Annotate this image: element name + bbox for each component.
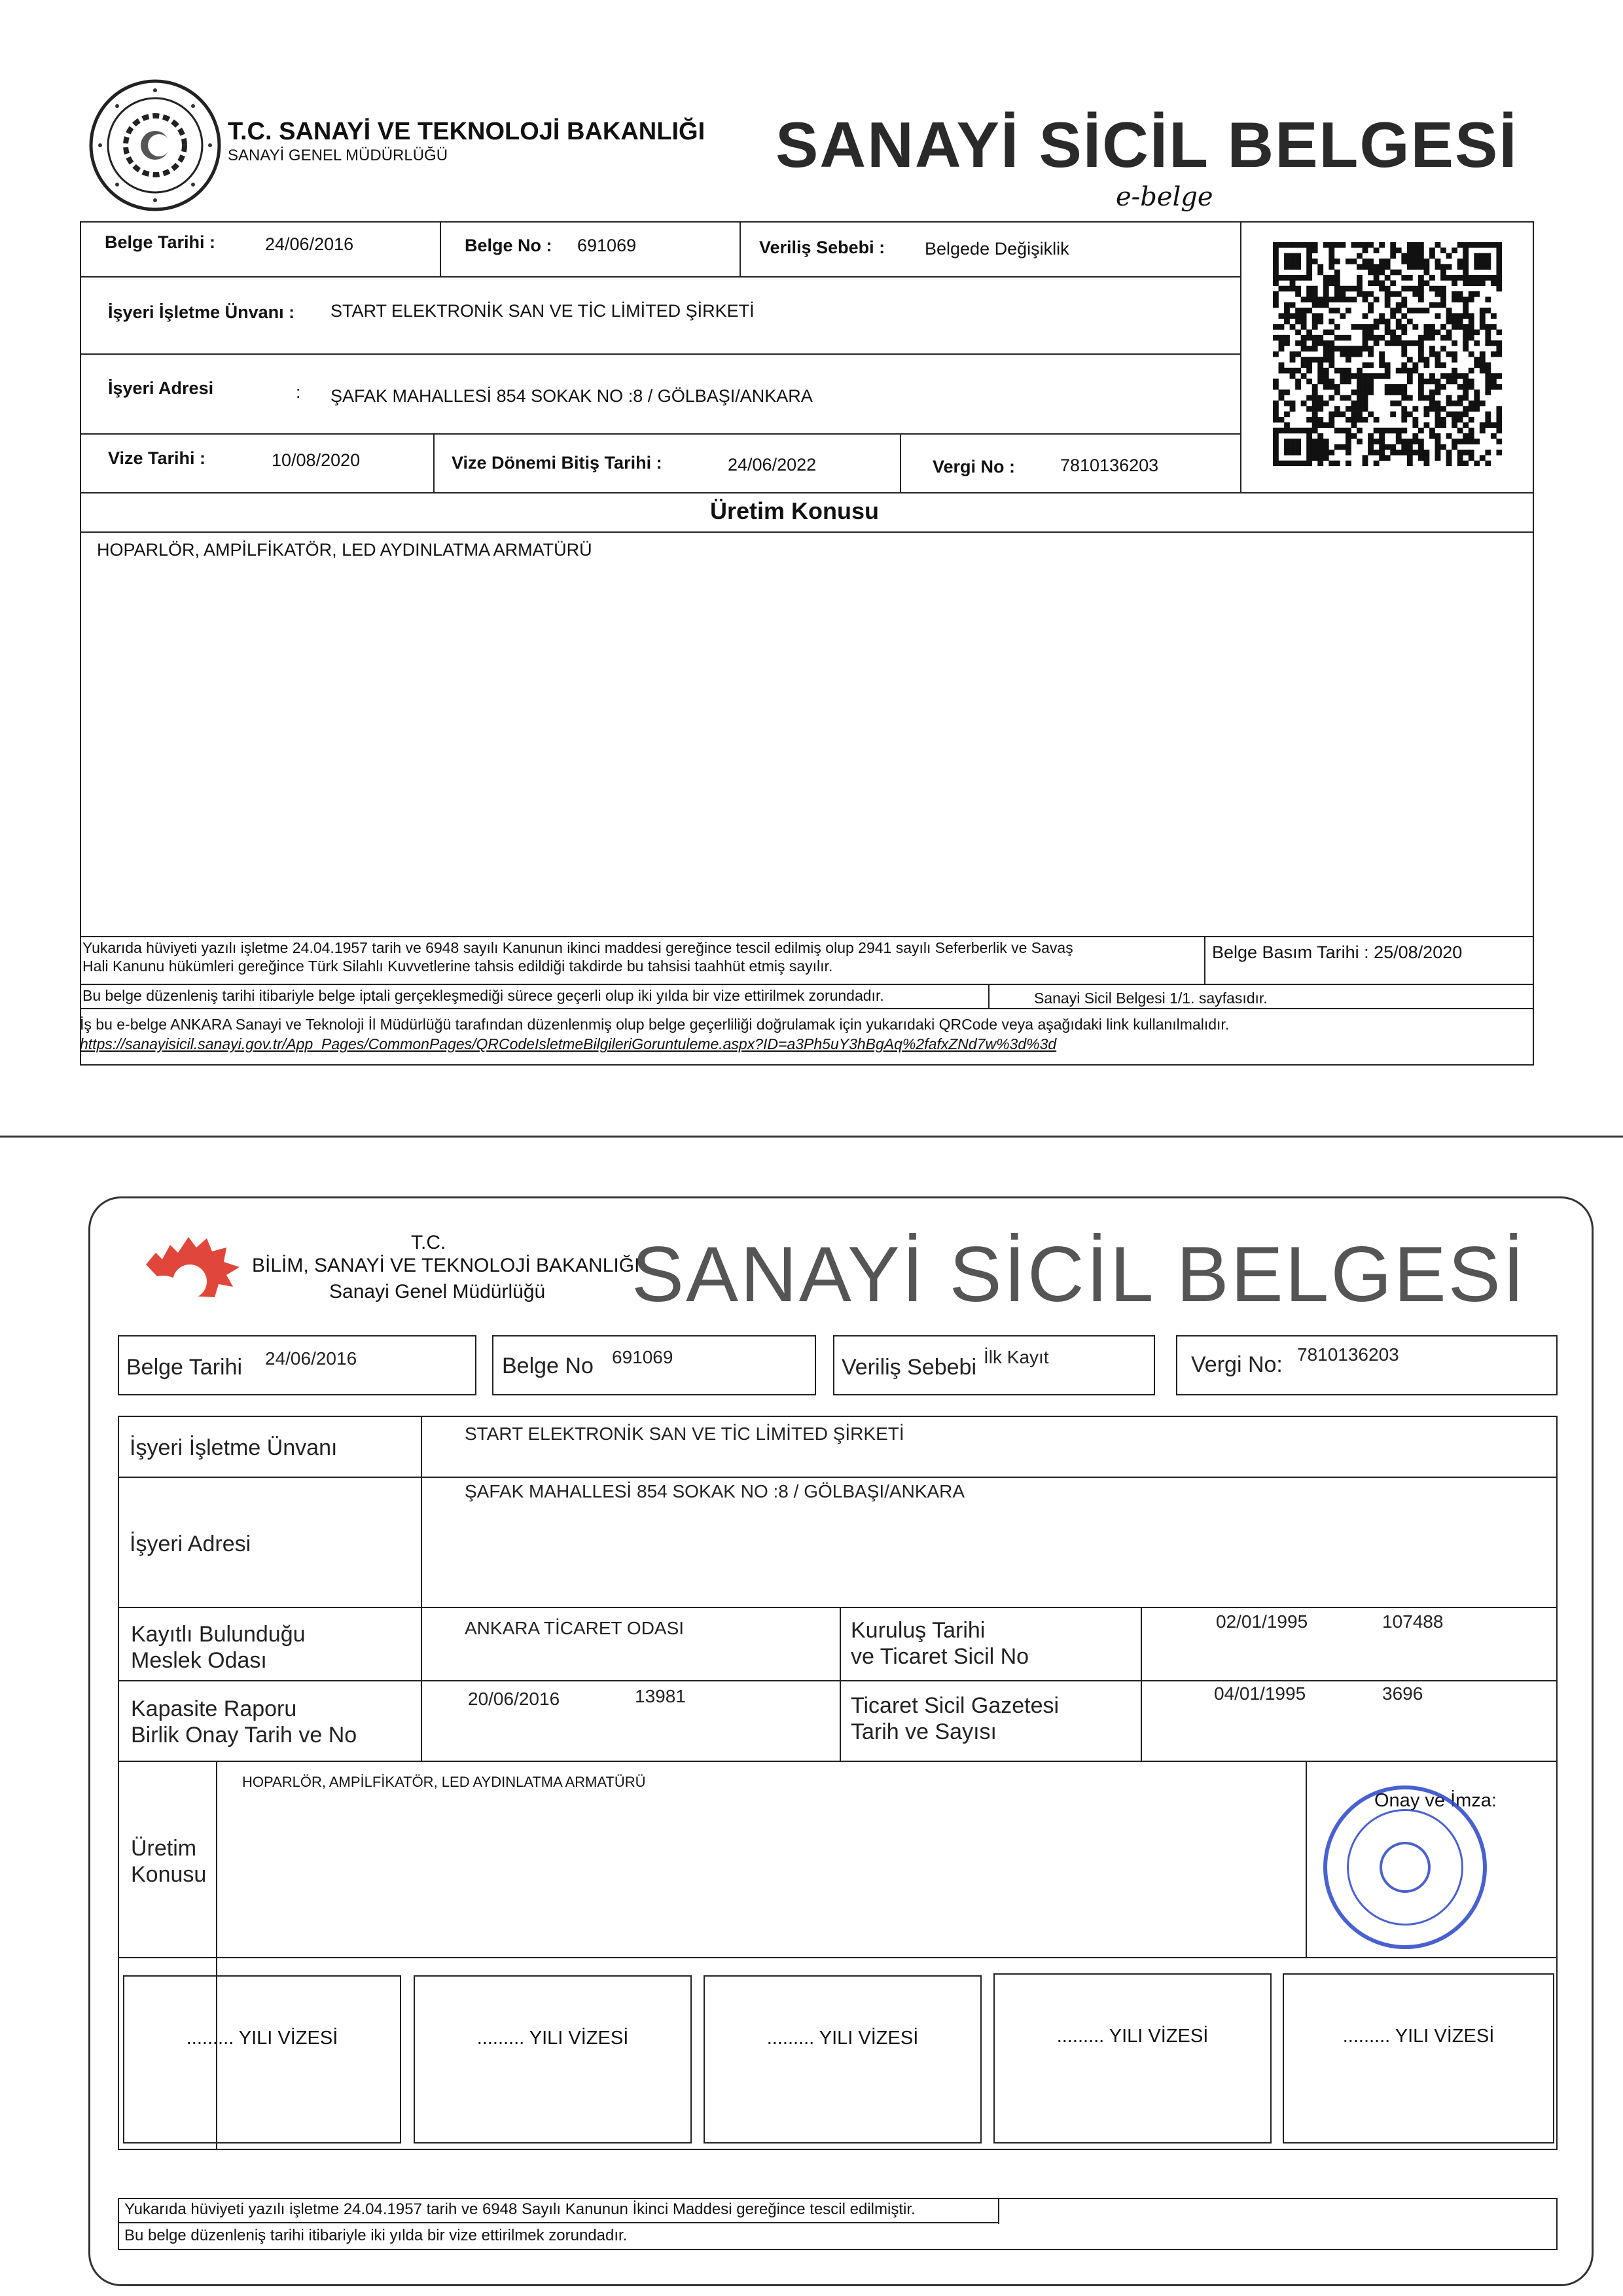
- adres-colon: :: [296, 382, 301, 402]
- sayfa-info: Sanayi Sicil Belgesi 1/1. sayfasıdır.: [1034, 990, 1268, 1007]
- vize-tarihi-value: 10/08/2020: [272, 450, 361, 470]
- footer-line-3: Bu belge düzenleniş tarihi itibariyle belge iptali gerçekleşmediği sürece geçerli olup iki yılda bir vize ettirilmek zorundadır.: [82, 987, 884, 1004]
- vize-label-3: ......... YILI VİZESİ: [766, 2028, 919, 2049]
- adres-label: İşyeri Adresi: [108, 378, 214, 398]
- adres-value-2: ŞAFAK MAHALLESİ 854 SOKAK NO :8 / GÖLBAŞI/ANKARA: [465, 1481, 965, 1501]
- vize-bitis-value: 24/06/2022: [728, 455, 817, 475]
- ministry-name: T.C. SANAYİ VE TEKNOLOJİ BAKANLIĞI: [228, 118, 705, 145]
- belge-tarihi-value: 24/06/2016: [265, 234, 354, 254]
- gazete-tarih: 04/01/1995: [1214, 1683, 1306, 1704]
- vize-bitis-label: Vize Dönemi Bitiş Tarihi :: [452, 453, 662, 473]
- ministry-name-2: BİLİM, SANAYİ VE TEKNOLOJİ BAKANLIĞI: [252, 1255, 640, 1276]
- belge-no-label: Belge No :: [465, 236, 552, 255]
- kapasite-no: 13981: [635, 1686, 686, 1706]
- unvan-value: START ELEKTRONİK SAN VE TİC LİMİTED ŞİRKETİ: [330, 301, 755, 321]
- official-stamp: [1323, 1785, 1487, 1949]
- kapasite-label-1: Kapasite Raporu: [131, 1696, 297, 1721]
- footer-line-1: Yukarıda hüviyeti yazılı işletme 24.04.1957 tarih ve 6948 sayılı Kanunun ikinci maddesi gereğince tescil edilmiş olup 2941 sayılı Seferberlik ve Savaş: [82, 939, 1073, 956]
- meslek-value: ANKARA TİCARET ODASI: [465, 1618, 685, 1638]
- verification-link[interactable]: https://sanayisicil.sanayi.gov.tr/App_Pages/CommonPages/QRCodeIsletmeBilgileriGoruntuleme.aspx?ID=a3Ph5uY3hBgAq%2fafxZNd7w%3d%3d: [80, 1035, 1057, 1052]
- vize-label-5: ......... YILI VİZESİ: [1342, 2026, 1495, 2047]
- adres-value: ŞAFAK MAHALLESİ 854 SOKAK NO :8 / GÖLBAŞI/ANKARA: [330, 386, 813, 406]
- gazete-label-2: Tarih ve Sayısı: [851, 1719, 997, 1744]
- vergi-no-label: Vergi No :: [933, 457, 1016, 476]
- footer-line-2: Hali Kanunu hükümleri gereğince Türk Silahlı Kuvvetlerine tahsis edildiği takdirde bu tahsisi taahhüt etmiş sayılır.: [82, 958, 833, 975]
- vize-label-2: ......... YILI VİZESİ: [476, 2028, 629, 2049]
- scan-separator: [0, 1136, 1623, 1138]
- vize-box-2: [414, 1975, 692, 2144]
- meslek-label-2: Meslek Odası: [131, 1648, 267, 1673]
- vize-tarihi-label: Vize Tarihi :: [108, 448, 206, 468]
- vize-box-3: [704, 1975, 982, 2144]
- adres-label-2: İşyeri Adresi: [130, 1532, 251, 1556]
- kurulus-tarihi: 02/01/1995: [1216, 1611, 1308, 1632]
- verilis-value-2: İlk Kayıt: [984, 1347, 1049, 1367]
- unvan-value-2: START ELEKTRONİK SAN VE TİC LİMİTED ŞİRKETİ: [465, 1424, 904, 1444]
- uretim-value-2: HOPARLÖR, AMPİLFİKATÖR, LED AYDINLATMA ARMATÜRÜ: [242, 1774, 646, 1790]
- unvan-label-2: İşyeri İşletme Ünvanı: [130, 1435, 338, 1460]
- directorate-name-2: Sanayi Genel Müdürlüğü: [329, 1281, 546, 1302]
- belge-tarihi-label: Belge Tarihi :: [105, 232, 216, 252]
- document-subtitle: e-belge: [1116, 182, 1213, 212]
- vize-label-4: ......... YILI VİZESİ: [1056, 2026, 1209, 2047]
- document-title-2: SANAYİ SİCİL BELGESİ: [632, 1230, 1527, 1318]
- uretim-konusu-value: HOPARLÖR, AMPİLFİKATÖR, LED AYDINLATMA ARMATÜRÜ: [97, 540, 592, 560]
- meslek-label-1: Kayıtlı Bulunduğu: [131, 1622, 306, 1647]
- tc-label: T.C.: [411, 1232, 446, 1253]
- onay-label: Onay ve İmza:: [1374, 1790, 1497, 1811]
- belge-tarihi-label-2: Belge Tarihi: [126, 1355, 243, 1380]
- gazete-sayi: 3696: [1382, 1683, 1423, 1704]
- footer-line-2-2: Bu belge düzenleniş tarihi itibariyle iki yılda bir vize ettirilmek zorundadır.: [124, 2227, 628, 2244]
- belge-no-value-2: 691069: [612, 1347, 673, 1367]
- belge-no-value: 691069: [577, 236, 637, 255]
- footer-line-4: İş bu e-belge ANKARA Sanayi ve Teknoloji İl Müdürlüğü tarafından düzenlenmiş olup belge geçerliliği doğrulamak için yukarıdaki QRCode veya aşağıdaki link kullanılmalıdır.: [80, 1016, 1230, 1033]
- kapasite-label-2: Birlik Onay Tarih ve No: [131, 1723, 357, 1748]
- uretim-label-2: Konusu: [131, 1862, 207, 1887]
- verilis-sebebi-label: Veriliş Sebebi :: [759, 238, 885, 257]
- vize-box-4: [993, 1973, 1272, 2144]
- verilis-label-2: Veriliş Sebebi: [842, 1355, 977, 1380]
- vergi-label-2: Vergi No:: [1191, 1352, 1283, 1377]
- ministry-logo: [136, 1219, 247, 1300]
- vergi-value-2: 7810136203: [1297, 1344, 1399, 1365]
- directorate-name: SANAYİ GENEL MÜDÜRLÜĞÜ: [228, 147, 448, 164]
- gazete-label-1: Ticaret Sicil Gazetesi: [851, 1693, 1060, 1718]
- kurulus-label-1: Kuruluş Tarihi: [851, 1618, 986, 1643]
- vize-box-1: [123, 1975, 401, 2144]
- belge-tarihi-value-2: 24/06/2016: [265, 1348, 357, 1369]
- unvan-label: İşyeri İşletme Ünvanı :: [108, 302, 295, 322]
- uretim-label-1: Üretim: [131, 1836, 197, 1861]
- vize-label-1: ......... YILI VİZESİ: [186, 2028, 338, 2049]
- belge-no-label-2: Belge No: [502, 1354, 594, 1378]
- uretim-konusu-label: Üretim Konusu: [710, 497, 880, 524]
- verilis-sebebi-value: Belgede Değişiklik: [925, 239, 1069, 259]
- kurulus-label-2: ve Ticaret Sicil No: [851, 1644, 1029, 1669]
- document-title: SANAYİ SİCİL BELGESİ: [776, 109, 1518, 181]
- kapasite-tarih: 20/06/2016: [468, 1689, 560, 1709]
- qr-code[interactable]: [1273, 242, 1502, 466]
- footer-line-2-1: Yukarıda hüviyeti yazılı işletme 24.04.1957 tarih ve 6948 Sayılı Kanunun İkinci Maddesi gereğince tescil edilmiştir.: [124, 2200, 916, 2218]
- basim-tarihi: Belge Basım Tarihi : 25/08/2020: [1212, 942, 1463, 962]
- sicil-no: 107488: [1382, 1611, 1444, 1632]
- ministry-emblem: [88, 79, 223, 213]
- vergi-no-value: 7810136203: [1060, 456, 1159, 475]
- vize-box-5: [1283, 1973, 1554, 2144]
